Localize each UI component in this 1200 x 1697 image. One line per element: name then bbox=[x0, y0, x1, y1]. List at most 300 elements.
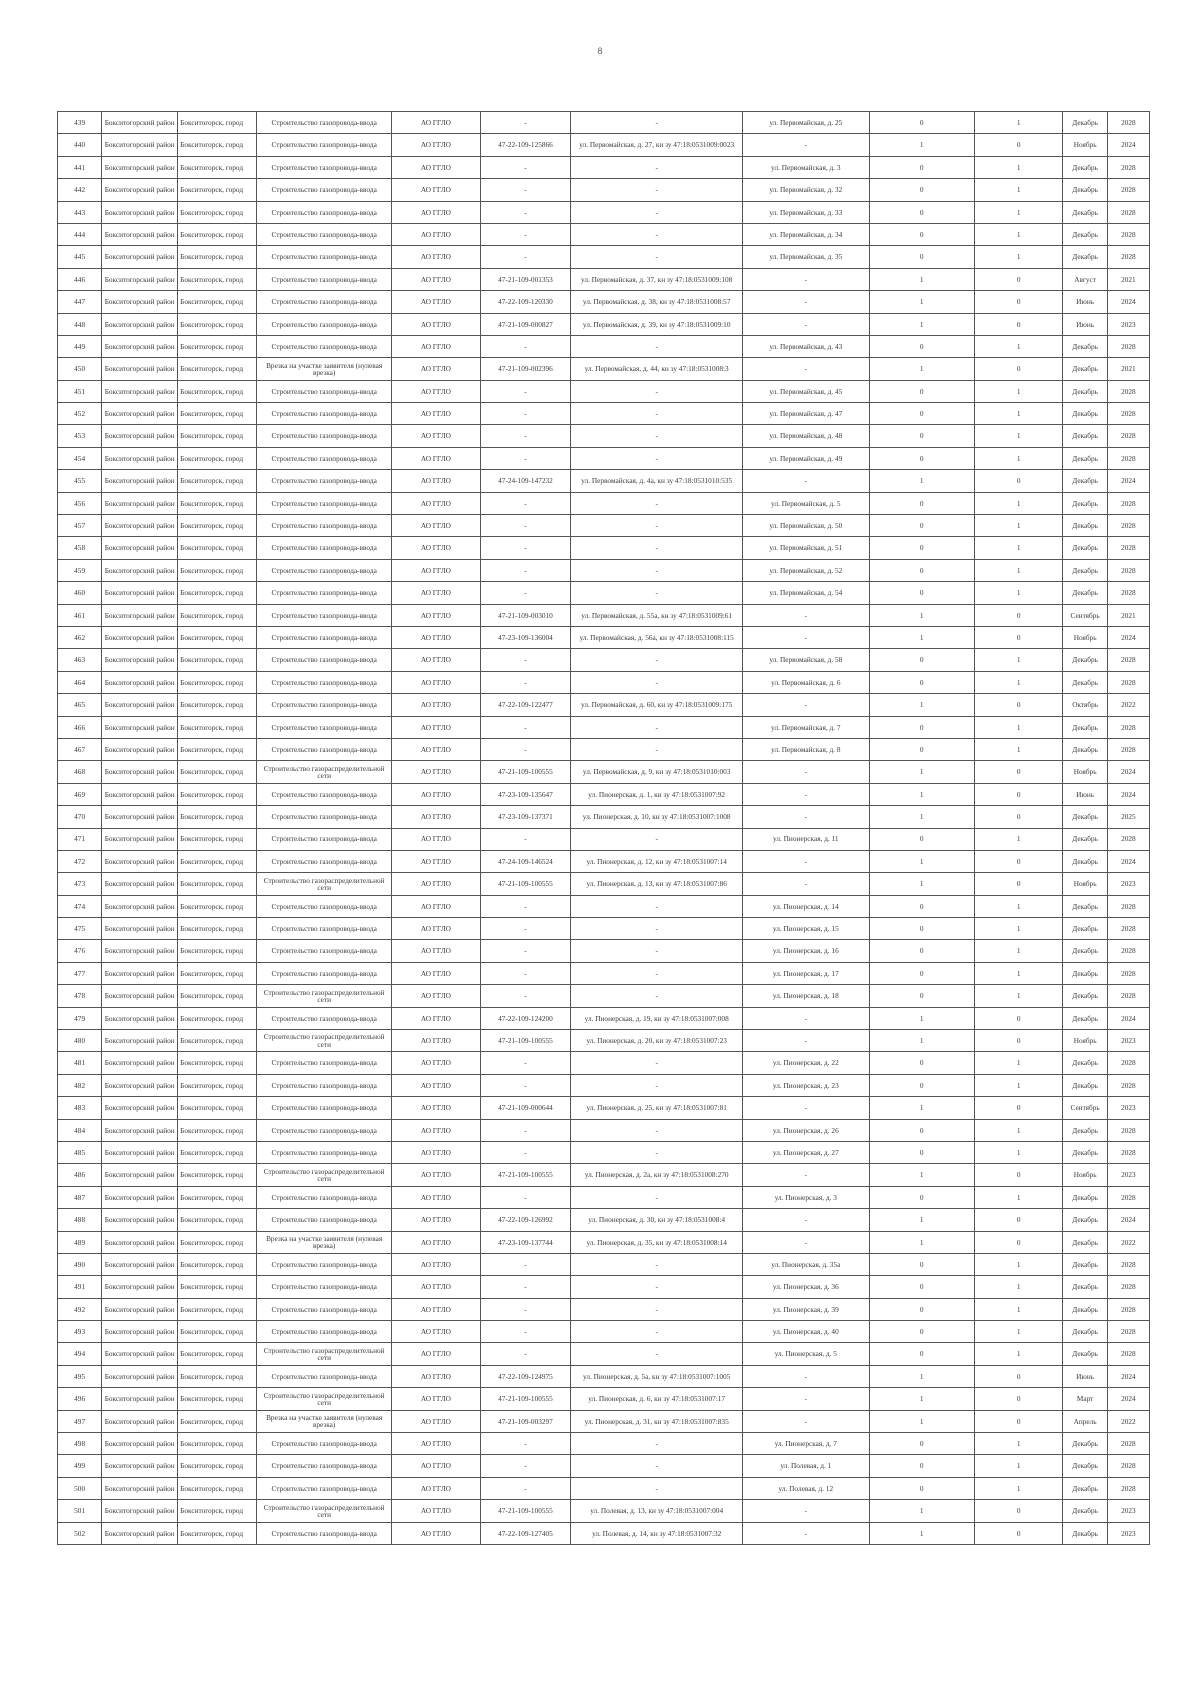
cell-work-type: Строительство газопровода-ввода bbox=[257, 1141, 392, 1163]
cell-district: Бокситогорский район bbox=[102, 1253, 178, 1275]
cell-address: ул. Пионерская, д. 18 bbox=[743, 985, 869, 1007]
cell-year: 2023 bbox=[1107, 1097, 1149, 1119]
cell-qty-planned: 0 bbox=[974, 1164, 1063, 1186]
cell-district: Бокситогорский район bbox=[102, 425, 178, 447]
cell-row-number: 497 bbox=[58, 1410, 102, 1432]
cell-district: Бокситогорский район bbox=[102, 895, 178, 917]
cell-qty-completed: 1 bbox=[869, 268, 974, 290]
cell-address: ул. Пионерская, д. 16 bbox=[743, 940, 869, 962]
table-row bbox=[58, 1433, 1150, 1455]
cell-address-cadastral: - bbox=[571, 537, 743, 559]
cell-year: 2021 bbox=[1107, 268, 1149, 290]
cell-qty-completed: 0 bbox=[869, 223, 974, 245]
cell-address-cadastral: - bbox=[571, 962, 743, 984]
cell-district: Бокситогорский район bbox=[102, 246, 178, 268]
cell-district: Бокситогорский район bbox=[102, 291, 178, 313]
cell-row-number: 469 bbox=[58, 783, 102, 805]
cell-qty-planned: 1 bbox=[974, 895, 1063, 917]
cell-month: Декабрь bbox=[1063, 1007, 1107, 1029]
cell-row-number: 463 bbox=[58, 649, 102, 671]
cell-organization: АО ГГЛО bbox=[392, 694, 481, 716]
cell-address-cadastral: ул. Пионерская, д. 2а, кн зу 47:18:0531008:270 bbox=[571, 1164, 743, 1186]
cell-year: 2028 bbox=[1107, 112, 1149, 134]
cell-district: Бокситогорский район bbox=[102, 1007, 178, 1029]
cell-qty-planned: 1 bbox=[974, 559, 1063, 581]
cell-locality: Бокситогорск, город bbox=[178, 1164, 257, 1186]
cell-work-type: Строительство газопровода-ввода bbox=[257, 649, 392, 671]
cell-qty-planned: 0 bbox=[974, 313, 1063, 335]
cell-request-number: - bbox=[480, 716, 571, 738]
cell-year: 2022 bbox=[1107, 694, 1149, 716]
cell-month: Декабрь bbox=[1063, 112, 1107, 134]
cell-work-type: Врезка на участке заявителя (нулевая врезка) bbox=[257, 1410, 392, 1432]
cell-organization: АО ГГЛО bbox=[392, 1365, 481, 1387]
cell-request-number: 47-21-109-100555 bbox=[480, 1500, 571, 1522]
cell-month: Декабрь bbox=[1063, 1321, 1107, 1343]
table-row bbox=[58, 828, 1150, 850]
cell-qty-completed: 0 bbox=[869, 335, 974, 357]
cell-address: ул. Первомайская, д. 48 bbox=[743, 425, 869, 447]
cell-request-number: 47-24-109-147232 bbox=[480, 470, 571, 492]
cell-row-number: 490 bbox=[58, 1253, 102, 1275]
cell-year: 2028 bbox=[1107, 985, 1149, 1007]
cell-qty-planned: 1 bbox=[974, 1298, 1063, 1320]
cell-district: Бокситогорский район bbox=[102, 716, 178, 738]
cell-work-type: Строительство газопровода-ввода bbox=[257, 671, 392, 693]
cell-month: Декабрь bbox=[1063, 1231, 1107, 1253]
cell-address: - bbox=[743, 358, 869, 380]
cell-district: Бокситогорский район bbox=[102, 671, 178, 693]
cell-row-number: 449 bbox=[58, 335, 102, 357]
cell-address: - bbox=[743, 134, 869, 156]
cell-organization: АО ГГЛО bbox=[392, 335, 481, 357]
cell-organization: АО ГГЛО bbox=[392, 828, 481, 850]
cell-work-type: Строительство газораспределительной сети bbox=[257, 985, 392, 1007]
cell-locality: Бокситогорск, город bbox=[178, 134, 257, 156]
cell-qty-completed: 1 bbox=[869, 134, 974, 156]
cell-address: ул. Пионерская, д. 11 bbox=[743, 828, 869, 850]
cell-organization: АО ГГЛО bbox=[392, 179, 481, 201]
cell-address: ул. Первомайская, д. 32 bbox=[743, 179, 869, 201]
cell-row-number: 492 bbox=[58, 1298, 102, 1320]
cell-district: Бокситогорский район bbox=[102, 1321, 178, 1343]
cell-month: Июнь bbox=[1063, 783, 1107, 805]
cell-request-number: - bbox=[480, 1186, 571, 1208]
cell-address: - bbox=[743, 850, 869, 872]
cell-month: Ноябрь bbox=[1063, 1030, 1107, 1052]
cell-organization: АО ГГЛО bbox=[392, 940, 481, 962]
cell-qty-completed: 1 bbox=[869, 1410, 974, 1432]
cell-request-number: 47-22-109-122477 bbox=[480, 694, 571, 716]
cell-year: 2028 bbox=[1107, 1253, 1149, 1275]
cell-locality: Бокситогорск, город bbox=[178, 179, 257, 201]
cell-year: 2028 bbox=[1107, 716, 1149, 738]
cell-request-number: 47-22-109-125866 bbox=[480, 134, 571, 156]
cell-year: 2028 bbox=[1107, 1455, 1149, 1477]
cell-row-number: 467 bbox=[58, 738, 102, 760]
cell-qty-planned: 1 bbox=[974, 1119, 1063, 1141]
cell-district: Бокситогорский район bbox=[102, 1119, 178, 1141]
cell-address-cadastral: - bbox=[571, 425, 743, 447]
cell-qty-planned: 0 bbox=[974, 626, 1063, 648]
cell-month: Декабрь bbox=[1063, 1141, 1107, 1163]
cell-qty-planned: 1 bbox=[974, 1455, 1063, 1477]
cell-district: Бокситогорский район bbox=[102, 1410, 178, 1432]
cell-year: 2028 bbox=[1107, 156, 1149, 178]
cell-row-number: 501 bbox=[58, 1500, 102, 1522]
cell-request-number: 47-22-109-124975 bbox=[480, 1365, 571, 1387]
cell-qty-planned: 1 bbox=[974, 380, 1063, 402]
cell-address: ул. Первомайская, д. 58 bbox=[743, 649, 869, 671]
cell-organization: АО ГГЛО bbox=[392, 492, 481, 514]
cell-qty-completed: 0 bbox=[869, 962, 974, 984]
table-row bbox=[58, 179, 1150, 201]
table-row bbox=[58, 559, 1150, 581]
cell-year: 2023 bbox=[1107, 1500, 1149, 1522]
cell-address: - bbox=[743, 761, 869, 783]
cell-organization: АО ГГЛО bbox=[392, 470, 481, 492]
cell-address: ул. Пионерская, д. 26 bbox=[743, 1119, 869, 1141]
cell-row-number: 484 bbox=[58, 1119, 102, 1141]
cell-address: ул. Первомайская, д. 5 bbox=[743, 492, 869, 514]
cell-qty-completed: 0 bbox=[869, 537, 974, 559]
cell-district: Бокситогорский район bbox=[102, 626, 178, 648]
cell-year: 2028 bbox=[1107, 201, 1149, 223]
cell-work-type: Строительство газопровода-ввода bbox=[257, 380, 392, 402]
cell-request-number: 47-21-109-003010 bbox=[480, 604, 571, 626]
cell-organization: АО ГГЛО bbox=[392, 1433, 481, 1455]
cell-qty-planned: 1 bbox=[974, 649, 1063, 671]
cell-row-number: 471 bbox=[58, 828, 102, 850]
cell-locality: Бокситогорск, город bbox=[178, 470, 257, 492]
cell-qty-completed: 1 bbox=[869, 291, 974, 313]
cell-request-number: - bbox=[480, 649, 571, 671]
cell-work-type: Строительство газораспределительной сети bbox=[257, 1030, 392, 1052]
cell-year: 2024 bbox=[1107, 291, 1149, 313]
cell-district: Бокситогорский район bbox=[102, 1343, 178, 1365]
cell-qty-planned: 0 bbox=[974, 1410, 1063, 1432]
cell-work-type: Строительство газопровода-ввода bbox=[257, 1321, 392, 1343]
cell-row-number: 445 bbox=[58, 246, 102, 268]
cell-month: Декабрь bbox=[1063, 1477, 1107, 1499]
cell-year: 2023 bbox=[1107, 313, 1149, 335]
cell-month: Декабрь bbox=[1063, 425, 1107, 447]
cell-qty-planned: 1 bbox=[974, 1433, 1063, 1455]
cell-request-number: 47-23-109-137371 bbox=[480, 806, 571, 828]
cell-address-cadastral: - bbox=[571, 1321, 743, 1343]
cell-district: Бокситогорский район bbox=[102, 873, 178, 895]
cell-locality: Бокситогорск, город bbox=[178, 1276, 257, 1298]
cell-month: Декабрь bbox=[1063, 358, 1107, 380]
cell-qty-planned: 1 bbox=[974, 1074, 1063, 1096]
cell-organization: АО ГГЛО bbox=[392, 1477, 481, 1499]
table-row bbox=[58, 358, 1150, 380]
table-row bbox=[58, 268, 1150, 290]
cell-year: 2025 bbox=[1107, 806, 1149, 828]
cell-row-number: 474 bbox=[58, 895, 102, 917]
table-row bbox=[58, 1231, 1150, 1253]
table-row bbox=[58, 470, 1150, 492]
cell-row-number: 493 bbox=[58, 1321, 102, 1343]
cell-locality: Бокситогорск, город bbox=[178, 1477, 257, 1499]
cell-organization: АО ГГЛО bbox=[392, 223, 481, 245]
cell-address: - bbox=[743, 1164, 869, 1186]
cell-address-cadastral: - bbox=[571, 201, 743, 223]
cell-organization: АО ГГЛО bbox=[392, 559, 481, 581]
cell-year: 2022 bbox=[1107, 1410, 1149, 1432]
cell-work-type: Строительство газопровода-ввода bbox=[257, 895, 392, 917]
cell-organization: АО ГГЛО bbox=[392, 1410, 481, 1432]
cell-request-number: 47-24-109-146524 bbox=[480, 850, 571, 872]
cell-qty-planned: 0 bbox=[974, 1388, 1063, 1410]
cell-address-cadastral: - bbox=[571, 828, 743, 850]
cell-address: ул. Первомайская, д. 25 bbox=[743, 112, 869, 134]
cell-qty-completed: 0 bbox=[869, 1074, 974, 1096]
cell-month: Ноябрь bbox=[1063, 134, 1107, 156]
cell-address: ул. Первомайская, д. 54 bbox=[743, 582, 869, 604]
cell-request-number: - bbox=[480, 985, 571, 1007]
cell-locality: Бокситогорск, город bbox=[178, 1253, 257, 1275]
cell-district: Бокситогорский район bbox=[102, 582, 178, 604]
table-row bbox=[58, 716, 1150, 738]
cell-year: 2024 bbox=[1107, 1209, 1149, 1231]
cell-row-number: 500 bbox=[58, 1477, 102, 1499]
cell-organization: АО ГГЛО bbox=[392, 1388, 481, 1410]
cell-year: 2028 bbox=[1107, 492, 1149, 514]
cell-qty-completed: 0 bbox=[869, 940, 974, 962]
cell-address: ул. Первомайская, д. 6 bbox=[743, 671, 869, 693]
cell-qty-planned: 1 bbox=[974, 425, 1063, 447]
cell-address-cadastral: - bbox=[571, 380, 743, 402]
cell-address-cadastral: - bbox=[571, 671, 743, 693]
cell-month: Декабрь bbox=[1063, 1074, 1107, 1096]
cell-address-cadastral: ул. Пионерская, д. 30, кн зу 47:18:0531008:4 bbox=[571, 1209, 743, 1231]
cell-month: Декабрь bbox=[1063, 537, 1107, 559]
table-row bbox=[58, 738, 1150, 760]
cell-year: 2024 bbox=[1107, 850, 1149, 872]
cell-qty-completed: 1 bbox=[869, 313, 974, 335]
cell-locality: Бокситогорск, город bbox=[178, 649, 257, 671]
cell-locality: Бокситогорск, город bbox=[178, 918, 257, 940]
cell-qty-planned: 1 bbox=[974, 447, 1063, 469]
cell-work-type: Строительство газопровода-ввода bbox=[257, 1477, 392, 1499]
cell-year: 2024 bbox=[1107, 1365, 1149, 1387]
cell-month: Декабрь bbox=[1063, 828, 1107, 850]
cell-year: 2028 bbox=[1107, 1186, 1149, 1208]
cell-year: 2028 bbox=[1107, 515, 1149, 537]
cell-year: 2028 bbox=[1107, 425, 1149, 447]
cell-qty-planned: 1 bbox=[974, 335, 1063, 357]
cell-district: Бокситогорский район bbox=[102, 156, 178, 178]
cell-year: 2028 bbox=[1107, 1052, 1149, 1074]
cell-qty-completed: 1 bbox=[869, 470, 974, 492]
cell-month: Декабрь bbox=[1063, 515, 1107, 537]
cell-work-type: Строительство газопровода-ввода bbox=[257, 335, 392, 357]
table-row bbox=[58, 1119, 1150, 1141]
cell-locality: Бокситогорск, город bbox=[178, 626, 257, 648]
cell-month: Декабрь bbox=[1063, 895, 1107, 917]
cell-row-number: 440 bbox=[58, 134, 102, 156]
cell-request-number: - bbox=[480, 1433, 571, 1455]
cell-organization: АО ГГЛО bbox=[392, 1007, 481, 1029]
cell-work-type: Строительство газопровода-ввода bbox=[257, 716, 392, 738]
cell-request-number: 47-22-109-120330 bbox=[480, 291, 571, 313]
cell-qty-planned: 1 bbox=[974, 582, 1063, 604]
cell-locality: Бокситогорск, город bbox=[178, 403, 257, 425]
cell-row-number: 498 bbox=[58, 1433, 102, 1455]
cell-request-number: - bbox=[480, 223, 571, 245]
cell-address: ул. Пионерская, д. 7 bbox=[743, 1433, 869, 1455]
cell-locality: Бокситогорск, город bbox=[178, 985, 257, 1007]
cell-year: 2028 bbox=[1107, 179, 1149, 201]
cell-qty-planned: 1 bbox=[974, 201, 1063, 223]
cell-work-type: Строительство газопровода-ввода bbox=[257, 179, 392, 201]
cell-row-number: 446 bbox=[58, 268, 102, 290]
cell-qty-planned: 1 bbox=[974, 515, 1063, 537]
cell-row-number: 488 bbox=[58, 1209, 102, 1231]
cell-year: 2022 bbox=[1107, 1231, 1149, 1253]
cell-address: - bbox=[743, 1388, 869, 1410]
cell-locality: Бокситогорск, город bbox=[178, 1052, 257, 1074]
cell-qty-planned: 1 bbox=[974, 962, 1063, 984]
cell-row-number: 461 bbox=[58, 604, 102, 626]
cell-row-number: 454 bbox=[58, 447, 102, 469]
cell-month: Декабрь bbox=[1063, 1455, 1107, 1477]
cell-qty-planned: 0 bbox=[974, 873, 1063, 895]
cell-month: Декабрь bbox=[1063, 156, 1107, 178]
cell-request-number: - bbox=[480, 1141, 571, 1163]
cell-organization: АО ГГЛО bbox=[392, 985, 481, 1007]
cell-qty-completed: 0 bbox=[869, 1433, 974, 1455]
cell-work-type: Строительство газопровода-ввода bbox=[257, 537, 392, 559]
cell-qty-completed: 0 bbox=[869, 1052, 974, 1074]
cell-organization: АО ГГЛО bbox=[392, 1253, 481, 1275]
cell-month: Сентябрь bbox=[1063, 1097, 1107, 1119]
cell-address-cadastral: ул. Пионерская, д. 6, кн зу 47:18:0531007:17 bbox=[571, 1388, 743, 1410]
cell-row-number: 443 bbox=[58, 201, 102, 223]
table-row bbox=[58, 1209, 1150, 1231]
cell-row-number: 489 bbox=[58, 1231, 102, 1253]
cell-locality: Бокситогорск, город bbox=[178, 335, 257, 357]
table-row bbox=[58, 223, 1150, 245]
cell-request-number: - bbox=[480, 1343, 571, 1365]
cell-request-number: - bbox=[480, 1298, 571, 1320]
cell-qty-planned: 1 bbox=[974, 1477, 1063, 1499]
cell-locality: Бокситогорск, город bbox=[178, 1097, 257, 1119]
cell-qty-completed: 0 bbox=[869, 1119, 974, 1141]
cell-month: Август bbox=[1063, 268, 1107, 290]
cell-address: - bbox=[743, 1522, 869, 1544]
cell-qty-completed: 0 bbox=[869, 156, 974, 178]
cell-organization: АО ГГЛО bbox=[392, 1298, 481, 1320]
cell-address: ул. Пионерская, д. 40 bbox=[743, 1321, 869, 1343]
cell-row-number: 485 bbox=[58, 1141, 102, 1163]
cell-qty-completed: 0 bbox=[869, 649, 974, 671]
cell-month: Апрель bbox=[1063, 1410, 1107, 1432]
cell-address: - bbox=[743, 470, 869, 492]
cell-organization: АО ГГЛО bbox=[392, 850, 481, 872]
cell-qty-planned: 1 bbox=[974, 1186, 1063, 1208]
cell-locality: Бокситогорск, город bbox=[178, 1522, 257, 1544]
cell-work-type: Строительство газораспределительной сети bbox=[257, 761, 392, 783]
cell-work-type: Строительство газопровода-ввода bbox=[257, 582, 392, 604]
table-row bbox=[58, 873, 1150, 895]
cell-qty-completed: 1 bbox=[869, 761, 974, 783]
cell-request-number: - bbox=[480, 962, 571, 984]
cell-row-number: 479 bbox=[58, 1007, 102, 1029]
cell-year: 2021 bbox=[1107, 604, 1149, 626]
cell-qty-planned: 1 bbox=[974, 1253, 1063, 1275]
cell-qty-completed: 0 bbox=[869, 492, 974, 514]
cell-organization: АО ГГЛО bbox=[392, 1097, 481, 1119]
table-row bbox=[58, 1186, 1150, 1208]
cell-organization: АО ГГЛО bbox=[392, 246, 481, 268]
cell-year: 2028 bbox=[1107, 895, 1149, 917]
table-row bbox=[58, 895, 1150, 917]
cell-qty-completed: 0 bbox=[869, 716, 974, 738]
cell-organization: АО ГГЛО bbox=[392, 1141, 481, 1163]
cell-address-cadastral: - bbox=[571, 447, 743, 469]
cell-year: 2028 bbox=[1107, 671, 1149, 693]
table-row bbox=[58, 850, 1150, 872]
cell-work-type: Строительство газопровода-ввода bbox=[257, 515, 392, 537]
cell-qty-planned: 1 bbox=[974, 940, 1063, 962]
cell-request-number: 47-21-109-000827 bbox=[480, 313, 571, 335]
cell-month: Декабрь bbox=[1063, 179, 1107, 201]
cell-year: 2028 bbox=[1107, 918, 1149, 940]
cell-work-type: Строительство газопровода-ввода bbox=[257, 470, 392, 492]
cell-qty-completed: 1 bbox=[869, 1007, 974, 1029]
cell-locality: Бокситогорск, город bbox=[178, 1365, 257, 1387]
cell-organization: АО ГГЛО bbox=[392, 447, 481, 469]
cell-district: Бокситогорский район bbox=[102, 313, 178, 335]
table-body bbox=[58, 112, 1150, 1545]
cell-locality: Бокситогорск, город bbox=[178, 716, 257, 738]
cell-district: Бокситогорский район bbox=[102, 470, 178, 492]
cell-address-cadastral: ул. Пионерская, д. 31, кн зу 47:18:0531007:835 bbox=[571, 1410, 743, 1432]
cell-qty-completed: 0 bbox=[869, 1455, 974, 1477]
cell-locality: Бокситогорск, город bbox=[178, 873, 257, 895]
cell-locality: Бокситогорск, город bbox=[178, 1321, 257, 1343]
cell-qty-completed: 0 bbox=[869, 1186, 974, 1208]
cell-year: 2028 bbox=[1107, 380, 1149, 402]
cell-row-number: 483 bbox=[58, 1097, 102, 1119]
cell-month: Декабрь bbox=[1063, 985, 1107, 1007]
cell-locality: Бокситогорск, город bbox=[178, 671, 257, 693]
cell-work-type: Строительство газопровода-ввода bbox=[257, 291, 392, 313]
cell-organization: АО ГГЛО bbox=[392, 1074, 481, 1096]
cell-locality: Бокситогорск, город bbox=[178, 1500, 257, 1522]
cell-locality: Бокситогорск, город bbox=[178, 738, 257, 760]
cell-qty-planned: 1 bbox=[974, 1141, 1063, 1163]
table-row bbox=[58, 1253, 1150, 1275]
cell-district: Бокситогорский район bbox=[102, 918, 178, 940]
cell-locality: Бокситогорск, город bbox=[178, 895, 257, 917]
cell-qty-planned: 0 bbox=[974, 783, 1063, 805]
cell-month: Декабрь bbox=[1063, 1253, 1107, 1275]
cell-year: 2024 bbox=[1107, 761, 1149, 783]
cell-qty-completed: 1 bbox=[869, 1231, 974, 1253]
cell-address-cadastral: - bbox=[571, 1119, 743, 1141]
table-row bbox=[58, 425, 1150, 447]
cell-address-cadastral: ул. Пионерская, д. 10, кн зу 47:18:0531007:1008 bbox=[571, 806, 743, 828]
cell-district: Бокситогорский район bbox=[102, 806, 178, 828]
table-row bbox=[58, 962, 1150, 984]
table-row bbox=[58, 1388, 1150, 1410]
cell-locality: Бокситогорск, город bbox=[178, 156, 257, 178]
cell-qty-planned: 1 bbox=[974, 112, 1063, 134]
cell-organization: АО ГГЛО bbox=[392, 671, 481, 693]
